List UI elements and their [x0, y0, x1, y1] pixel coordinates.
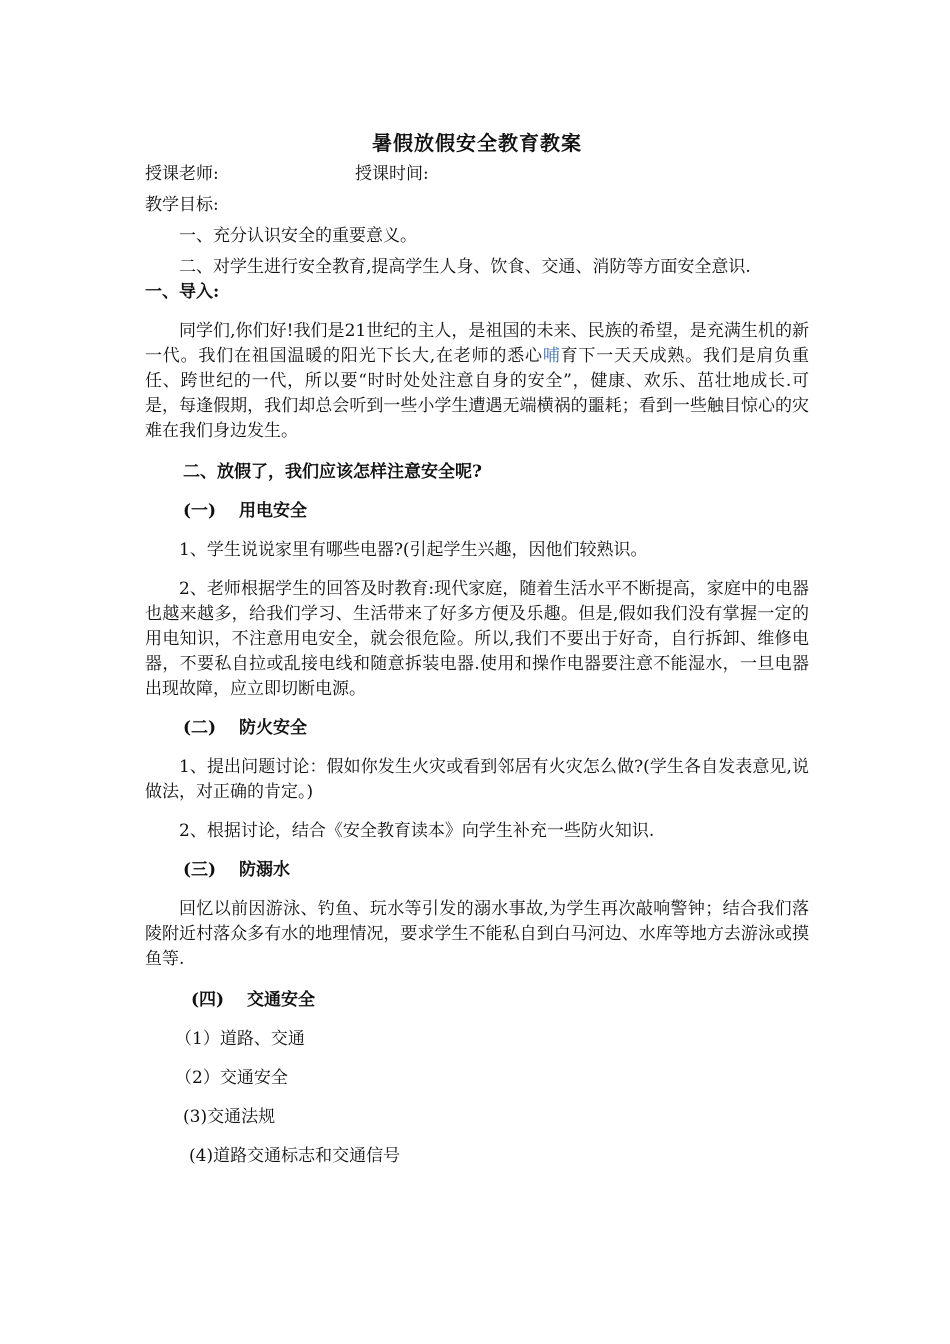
- part-3-title: 防溺水: [239, 860, 290, 880]
- part-1-title: 用电安全: [239, 501, 307, 521]
- intro-highlight: 哺: [542, 346, 561, 366]
- teacher-label: 授课老师:: [145, 164, 219, 184]
- objectives-label: 教学目标:: [145, 195, 219, 215]
- part-1-para-1: 1、学生说说家里有哪些电器?(引起学生兴趣，因他们较熟识。: [179, 540, 648, 560]
- part-3-heading: [145, 858, 809, 883]
- part-4-number: (四): [191, 990, 225, 1010]
- part-2-number: (二): [183, 718, 217, 738]
- part-2-para-1: 1、提出问题讨论：假如你发生火灾或看到邻居有火灾怎么做?(学生各自发表意见,说做法，对正确的肯定。): [145, 757, 809, 802]
- part-3-number: (三): [183, 860, 217, 880]
- intro-text-end: 育下一天天成熟。我们是肩负重任、跨世纪的一代，所以要“时时处处注意自身的安全”，健康、欢乐、茁壮地成长.可是，每逢假期，我们却总会听到一些小学生遭遇无端横祸的噩耗；看到一些触目惊心的灾难在我们身边发生。: [145, 346, 810, 441]
- document-title: 暑假放假安全教育教案: [372, 131, 582, 155]
- part-2-title: 防火安全: [239, 718, 307, 738]
- section-1-heading: 一、导入:: [145, 282, 220, 302]
- objective-1: 一、充分认识安全的重要意义。: [179, 226, 417, 246]
- part-4-item-3: (3)交通法规: [183, 1107, 276, 1127]
- part-4-item-2: （2）交通安全: [175, 1068, 288, 1088]
- part-1-heading: [145, 499, 809, 524]
- part-1-para-2: 2、老师根据学生的回答及时教育:现代家庭，随着生活水平不断提高，家庭中的电器也越来越多，给我们学习、生活带来了好多方便及乐趣。但是,假如我们没有掌握一定的用电知识，不注意用电安全，就会很危险。所以,我们不要出于好奇，自行拆卸、维修电器，不要私自拉或乱接电线和随意拆装电器.使用和操作电器要注意不能湿水，一旦电器出现故障，应立即切断电源。: [145, 579, 809, 699]
- meta-row: [145, 162, 809, 187]
- part-3-para-1: 回忆以前因游泳、钓鱼、玩水等引发的溺水事故,为学生再次敲响警钟；结合我们落陵附近村落众多有水的地理情况，要求学生不能私自到白马河边、水库等地方去游泳或摸鱼等.: [145, 899, 809, 969]
- intro-text-start: 同学们,你们好!我们是21世纪的主人，是祖国的未来、民族的希望，是充满生机的新一代。我们在祖国温暖的阳光下长大,在老师的悉心: [145, 321, 809, 366]
- part-4-heading: [145, 988, 809, 1013]
- part-4-item-1: （1）道路、交通: [175, 1029, 305, 1049]
- part-4-item-4: (4)道路交通标志和交通信号: [189, 1146, 401, 1166]
- part-4-title: 交通安全: [247, 990, 315, 1010]
- part-2-heading: [145, 716, 809, 741]
- time-label: 授课时间:: [355, 164, 429, 184]
- section-2-heading: 二、放假了，我们应该怎样注意安全呢?: [183, 462, 482, 482]
- section-1-paragraph: [145, 319, 809, 444]
- objective-2: 二、对学生进行安全教育,提高学生人身、饮食、交通、消防等方面安全意识.: [179, 257, 751, 277]
- part-2-para-2: 2、根据讨论，结合《安全教育读本》向学生补充一些防火知识.: [179, 821, 655, 841]
- part-1-number: (一): [183, 501, 217, 521]
- document-page: [145, 128, 809, 1169]
